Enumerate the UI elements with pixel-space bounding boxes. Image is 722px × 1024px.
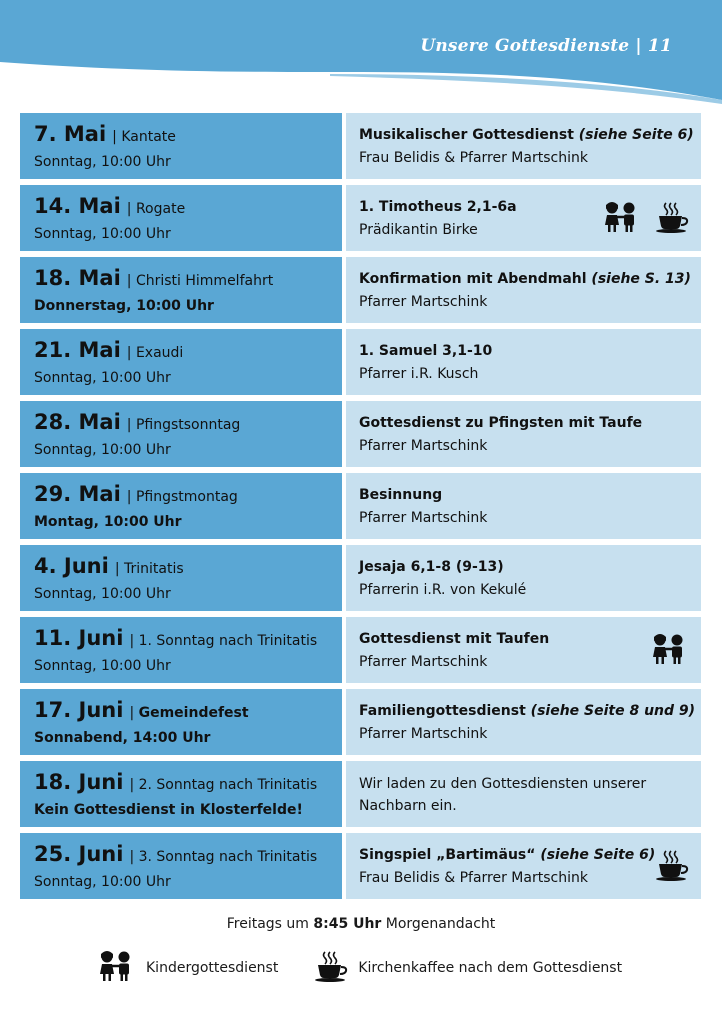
service-date: 21. Mai [34,338,121,362]
service-date: 11. Juni [34,626,124,650]
separator: | [129,777,139,793]
separator: | [126,417,136,433]
service-date-cell [20,473,342,539]
service-detail-cell [346,617,701,683]
service-time: Sonntag, 10:00 Uhr [34,370,171,386]
service-date-cell [20,617,342,683]
service-title-note: (siehe S. 13) [591,271,691,287]
legend-children [96,950,278,986]
service-leader: Pfarrer i.R. Kusch [359,366,479,382]
service-time: Sonntag, 10:00 Uhr [34,586,171,602]
service-title-text: Konfirmation mit Abendmahl [359,271,592,287]
service-date-cell [20,185,342,251]
service-schedule [20,113,701,905]
service-row [20,401,701,467]
coffee-cup-icon [655,201,689,237]
service-row [20,113,701,179]
service-leader: Frau Belidis & Pfarrer Martschink [359,870,588,886]
service-leader: Prädikantin Birke [359,222,478,238]
service-detail-cell [346,833,701,899]
service-title [359,341,701,361]
liturgical-day: Pfingstsonntag [135,417,241,433]
service-date-cell [20,401,342,467]
service-time: Sonntag, 10:00 Uhr [34,874,171,890]
service-detail-cell [346,257,701,323]
service-leader: Pfarrer Martschink [359,438,488,454]
children-icon [96,950,136,986]
legend-coffee [314,950,622,986]
service-leader: Pfarrer Martschink [359,654,488,670]
service-time: Sonntag, 10:00 Uhr [34,226,171,242]
service-detail-cell [346,473,701,539]
service-leader: Pfarrer Martschink [359,294,488,310]
service-row [20,257,701,323]
morning-time: 8:45 Uhr [313,916,382,932]
service-title-text: Gottesdienst zu Pfingsten mit Taufe [359,415,643,431]
liturgical-day: Pfingstmontag [135,489,238,505]
service-title [359,845,701,865]
service-row [20,473,701,539]
separator: | [129,705,139,721]
service-date: 14. Mai [34,194,121,218]
liturgical-day: Exaudi [135,345,184,361]
morning-suffix: Morgenandacht [381,916,496,932]
service-date: 7. Mai [34,122,107,146]
service-title-note: (siehe Seite 6) [540,847,656,863]
service-title [359,413,701,433]
service-date: 18. Juni [34,770,124,794]
service-detail-cell [346,185,701,251]
service-date: 18. Mai [34,266,121,290]
separator: | [126,345,136,361]
service-time: Donnerstag, 10:00 Uhr [34,298,214,314]
service-title-text: Jesaja 6,1-8 (9-13) [359,559,504,575]
liturgical-day: 1. Sonntag nach Trinitatis [138,633,318,649]
separator: | [112,129,122,145]
service-time: Sonntag, 10:00 Uhr [34,442,171,458]
service-time: Kein Gottesdienst in Klosterfelde! [34,802,303,818]
liturgical-day: Trinitatis [123,561,184,577]
service-title-text: Besinnung [359,487,443,503]
service-title [359,269,701,289]
service-date: 28. Mai [34,410,121,434]
service-note: Wir laden zu den Gottesdiensten unserer Nachbarn ein. [359,776,647,814]
service-time: Sonntag, 10:00 Uhr [34,154,171,170]
service-detail-cell [346,761,701,827]
coffee-cup-icon [655,849,689,885]
service-row [20,833,701,899]
service-title-text: Singspiel „Bartimäus“ [359,847,541,863]
service-date: 4. Juni [34,554,109,578]
service-time: Montag, 10:00 Uhr [34,514,182,530]
service-detail-cell [346,689,701,755]
separator: | [126,489,136,505]
service-date-cell [20,113,342,179]
children-icon [601,201,641,237]
service-date: 25. Juni [34,842,124,866]
separator: | [126,273,136,289]
service-title [359,557,701,577]
morning-prefix: Freitags um [226,916,314,932]
service-title-text: Gottesdienst mit Taufen [359,631,550,647]
service-leader: Pfarrerin i.R. von Kekulé [359,582,527,598]
service-icons [601,201,689,237]
service-date-cell [20,833,342,899]
separator: | [114,561,124,577]
service-title-text: Familiengottesdienst [359,703,531,719]
liturgical-day: 3. Sonntag nach Trinitatis [138,849,318,865]
children-icon [649,633,689,669]
service-row [20,185,701,251]
separator: | [129,849,139,865]
service-leader: Pfarrer Martschink [359,510,488,526]
service-title-text: 1. Timotheus 2,1-6a [359,199,517,215]
service-detail-cell [346,329,701,395]
service-date: 29. Mai [34,482,121,506]
service-leader: Frau Belidis & Pfarrer Martschink [359,150,588,166]
separator: | [126,201,136,217]
service-date-cell [20,257,342,323]
service-leader: Pfarrer Martschink [359,726,488,742]
service-title-text: Musikalischer Gottesdienst [359,127,579,143]
service-title [359,485,701,505]
service-icons [649,633,689,669]
liturgical-day: Christi Himmelfahrt [135,273,274,289]
service-detail-cell [346,545,701,611]
service-time: Sonnabend, 14:00 Uhr [34,730,211,746]
service-row [20,761,701,827]
page-header-title: Unsere Gottesdienste | 11 [420,36,672,56]
service-row [20,545,701,611]
service-title [359,701,701,721]
service-icons [655,849,689,885]
service-row [20,689,701,755]
legend [96,950,658,986]
service-date-cell [20,329,342,395]
service-date-cell [20,545,342,611]
service-date-cell [20,761,342,827]
service-title-note: (siehe Seite 6) [578,127,694,143]
legend-coffee-label: Kirchenkaffee nach dem Gottesdienst [358,960,623,976]
service-date: 17. Juni [34,698,124,722]
legend-children-label: Kindergottesdienst [146,960,279,976]
service-title-text: 1. Samuel 3,1-10 [359,343,493,359]
service-date-cell [20,689,342,755]
service-detail-cell [346,401,701,467]
service-row [20,329,701,395]
liturgical-day: Gemeindefest [138,705,249,721]
service-detail-cell [346,113,701,179]
liturgical-day: Kantate [121,129,176,145]
coffee-cup-icon [314,950,348,986]
separator: | [129,633,139,649]
liturgical-day: 2. Sonntag nach Trinitatis [138,777,318,793]
service-title [359,125,701,145]
liturgical-day: Rogate [135,201,186,217]
morning-devotion-note [0,916,722,932]
service-title-note: (siehe Seite 8 und 9) [530,703,696,719]
service-row [20,617,701,683]
service-time: Sonntag, 10:00 Uhr [34,658,171,674]
